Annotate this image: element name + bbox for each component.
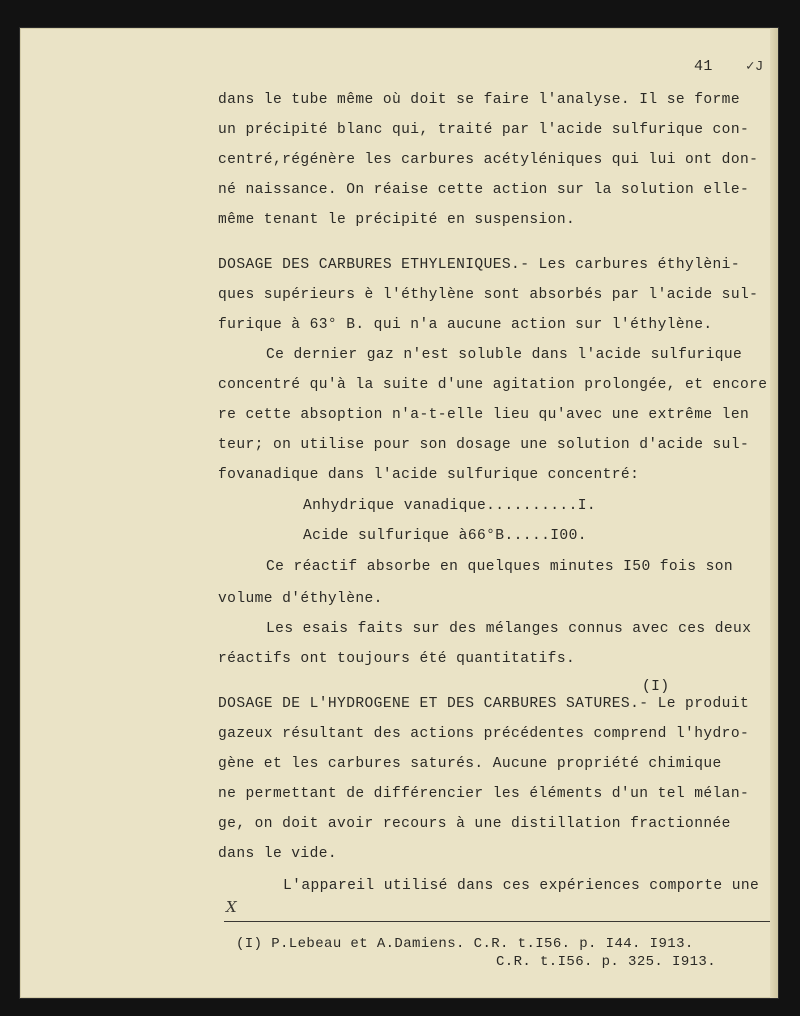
body-line: réactifs ont toujours été quantitatifs.: [218, 651, 576, 667]
margin-x-mark: X: [226, 898, 238, 916]
section-heading-line: DOSAGE DES CARBURES ETHYLENIQUES.- Les carbures éthylèni-: [218, 257, 740, 273]
body-line: centré,régénère les carbures acétyléniques qui lui ont don-: [218, 152, 759, 168]
body-line: ne permettant de différencier les éléments d'un tel mélan-: [218, 786, 750, 802]
body-line: ques supérieurs è l'éthylène sont absorbés par l'acide sul-: [218, 287, 759, 303]
body-line: ge, on doit avoir recours à une distillation fractionnée: [218, 816, 731, 832]
footnote-reference: (I): [642, 679, 670, 695]
document-page: [20, 28, 778, 998]
body-line: fovanadique dans l'acide sulfurique concentré:: [218, 467, 640, 483]
footnote-line: (I) P.Lebeau et A.Damiens. C.R. t.I56. p. I44. I913.: [236, 936, 694, 952]
footnote-line: C.R. t.I56. p. 325. I913.: [496, 954, 717, 970]
body-line: Les esais faits sur des mélanges connus avec ces deux: [266, 621, 752, 637]
formula-line: Anhydrique vanadique..........I.: [303, 498, 597, 514]
footnote-divider: [224, 921, 772, 922]
body-line: Ce dernier gaz n'est soluble dans l'acide sulfurique: [266, 347, 743, 363]
corner-checkmark: ✓J: [746, 59, 764, 75]
page-number: 41: [694, 58, 713, 75]
body-line: Ce réactif absorbe en quelques minutes I50 fois son: [266, 559, 734, 575]
body-line: volume d'éthylène.: [218, 591, 383, 607]
body-line: même tenant le précipité en suspension.: [218, 212, 576, 228]
body-line: né naissance. On réaise cette action sur la solution elle-: [218, 182, 750, 198]
body-line: concentré qu'à la suite d'une agitation prolongée, et encore: [218, 377, 768, 393]
formula-line: Acide sulfurique à66°B.....I00.: [303, 528, 587, 544]
body-line: furique à 63° B. qui n'a aucune action sur l'éthylène.: [218, 317, 713, 333]
body-line: gène et les carbures saturés. Aucune propriété chimique: [218, 756, 722, 772]
body-line: dans le tube même où doit se faire l'analyse. Il se forme: [218, 92, 740, 108]
body-line: un précipité blanc qui, traité par l'acide sulfurique con-: [218, 122, 750, 138]
section-heading-line: DOSAGE DE L'HYDROGENE ET DES CARBURES SATURES.- Le produit: [218, 696, 750, 712]
body-line: teur; on utilise pour son dosage une solution d'acide sul-: [218, 437, 750, 453]
body-line: L'appareil utilisé dans ces expériences comporte une: [283, 878, 760, 894]
page-edge: [770, 28, 778, 998]
body-line: gazeux résultant des actions précédentes comprend l'hydro-: [218, 726, 750, 742]
body-line: re cette absoption n'a-t-elle lieu qu'avec une extrême len: [218, 407, 750, 423]
body-line: dans le vide.: [218, 846, 338, 862]
